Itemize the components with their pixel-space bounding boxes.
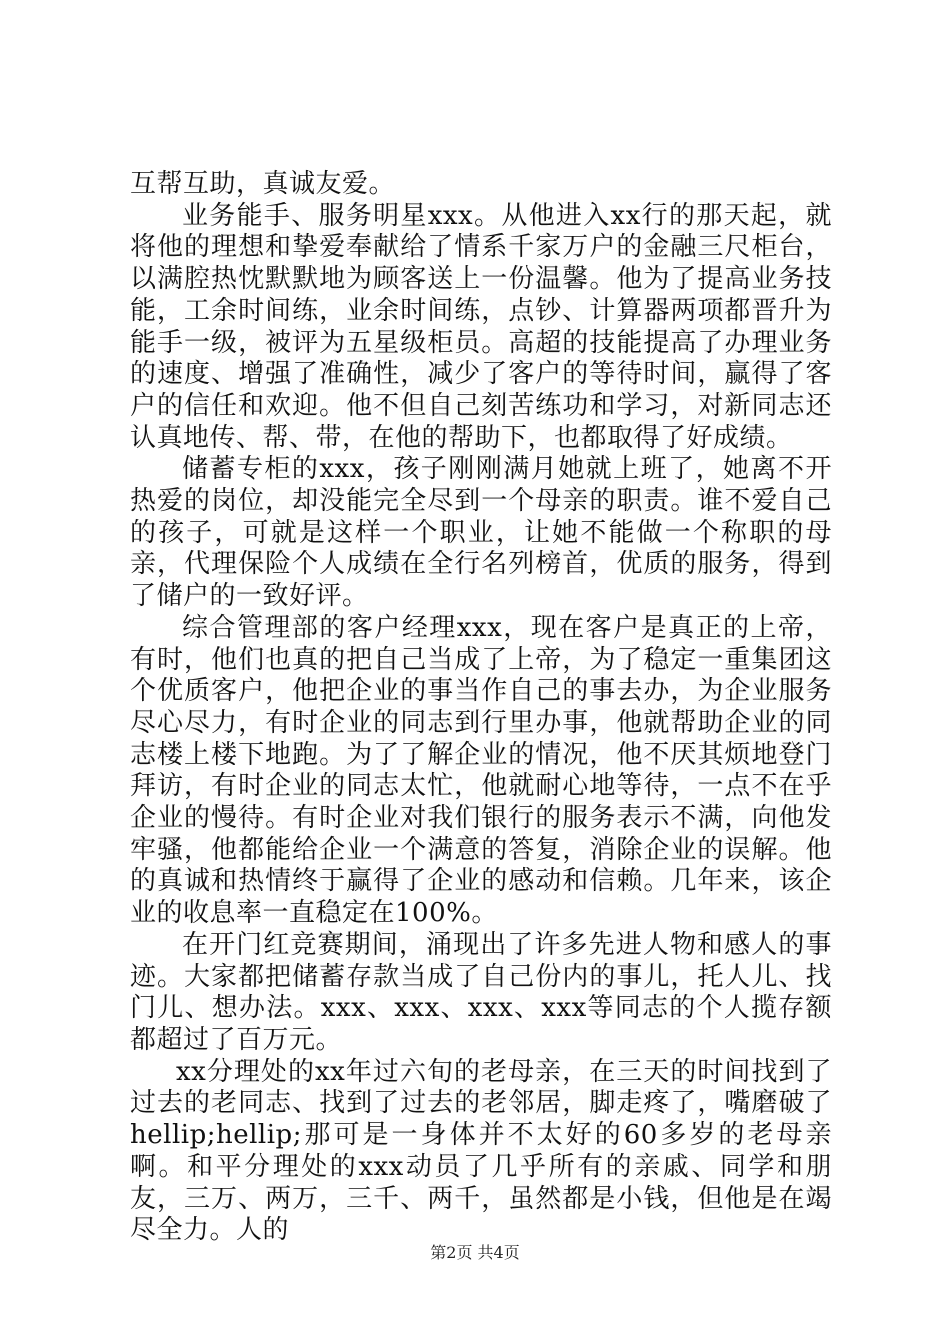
page-number-footer: 第2页 共4页 xyxy=(430,1243,520,1262)
paragraph-competition: 在开门红竞赛期间，涌现出了许多先进人物和感人的事迹。大家都把储蓄存款当成了自己份内的事儿，托人儿、找门儿、想办法。xxx、xxx、xxx、xxx等同志的个人揽存额都超过了百万元。 xyxy=(130,929,832,1055)
paragraph-branch-mother: xx分理处的xx年过六旬的老母亲，在三天的时间找到了过去的老同志、找到了过去的老邻居，脚走疼了，嘴磨破了hellip;hellip;那可是一身体并不太好的60多岁的老母亲啊。和平分理处的xxx动员了几乎所有的亲戚、同学和朋友，三万、两万，三千、两千，虽然都是小钱，但他是在竭尽全力。人的 xyxy=(130,1056,832,1246)
paragraph-continuation: 互帮互助，真诚友爱。 xyxy=(130,169,396,199)
paragraph-business-expert: 业务能手、服务明星xxx。从他进入xx行的那天起，就将他的理想和挚爱奉献给了情系千家万户的金融三尺柜台，以满腔热忱默默地为顾客送上一份温馨。他为了提高业务技能，工余时间练，业余时间练，点钞、计算器两项都晋升为能手一级，被评为五星级柜员。高超的技能提高了办理业务的速度、增强了准确性，减少了客户的等待时间，赢得了客户的信任和欢迎。他不但自己刻苦练功和学习，对新同志还认真地传、帮、带，在他的帮助下，也都取得了好成绩。 xyxy=(130,200,832,453)
document-body xyxy=(130,169,832,1247)
paragraph-account-manager: 综合管理部的客户经理xxx，现在客户是真正的上帝，有时，他们也真的把自己当成了上帝，为了稳定一重集团这个优质客户，他把企业的事当作自己的事去办，为企业服务尽心尽力，有时企业的同志到行里办事，他就帮助企业的同志楼上楼下地跑。为了了解企业的情况，他不厌其烦地登门拜访，有时企业的同志太忙，他就耐心地等待，一点不在乎企业的慢待。有时企业对我们银行的服务表示不满，向他发牢骚，他都能给企业一个满意的答复，消除企业的误解。他的真诚和热情终于赢得了企业的感动和信赖。几年来，该企业的收息率一直稳定在100%。 xyxy=(130,612,832,929)
paragraph-savings-counter: 储蓄专柜的xxx，孩子刚刚满月她就上班了，她离不开热爱的岗位，却没能完全尽到一个母亲的职责。谁不爱自己的孩子，可就是这样一个职业，让她不能做一个称职的母亲，代理保险个人成绩在全行名列榜首，优质的服务，得到了储户的一致好评。 xyxy=(130,454,832,612)
